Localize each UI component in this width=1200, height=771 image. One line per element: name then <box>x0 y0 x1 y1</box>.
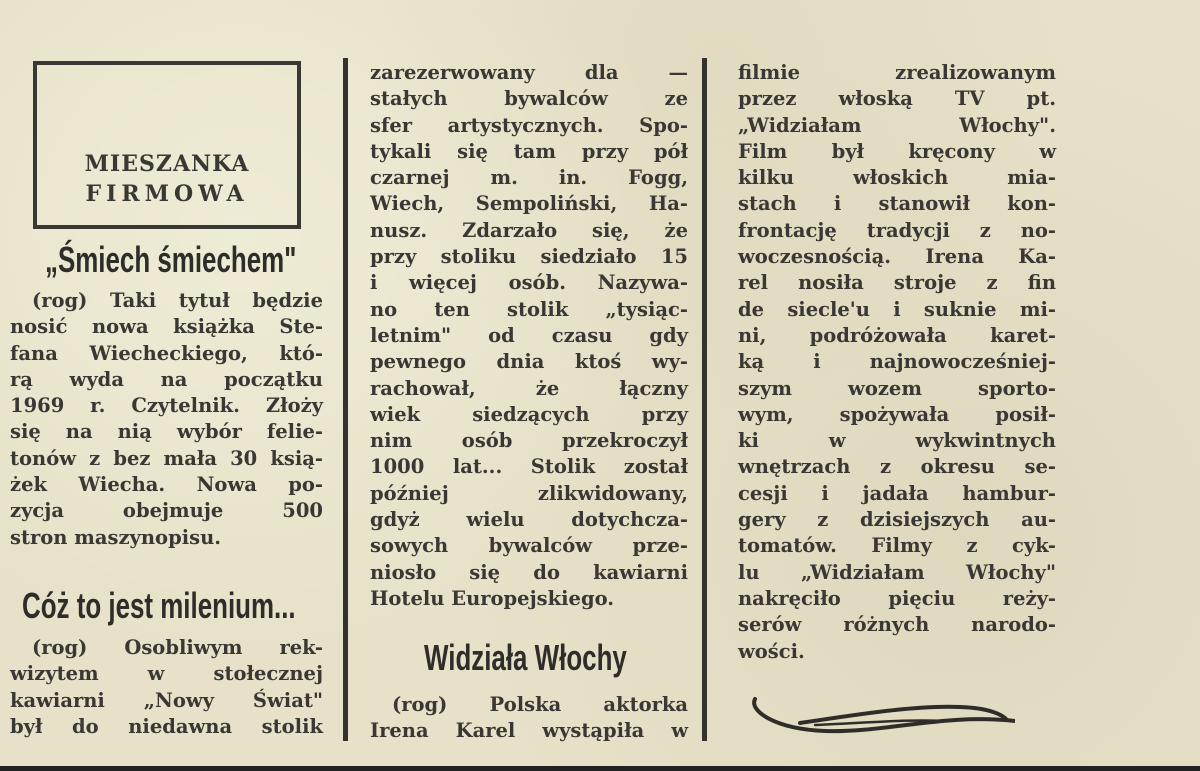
text-line: tomatów. Filmy z cyk- <box>738 534 1056 558</box>
text-line: kilku włoskich mia- <box>738 166 1056 190</box>
text-line: tonów z bez mała 30 ksią- <box>10 446 323 470</box>
headline-smiech-smiechem: „Śmiech śmiechem" <box>45 239 297 280</box>
text-line: rą wyda na początku <box>10 367 323 391</box>
text-line: 1969 r. Czytelnik. Złoży <box>10 394 323 418</box>
text-line: fana Wiechеckiego, któ- <box>10 341 323 365</box>
text-line: letnim" od czasu gdy <box>370 323 688 347</box>
text-line: filmie zrealizowanym <box>738 61 1056 84</box>
text-line: (rog) Taki tytuł będzie <box>32 289 323 312</box>
article-milenium-body-part1 <box>10 635 323 740</box>
column-divider-1 <box>343 58 348 741</box>
headline-milenium: Cóż to jest milenium... <box>22 585 296 626</box>
text-line: stron maszynopisu. <box>10 525 222 549</box>
text-line: kawiarni „Nowy Świat" <box>10 688 323 712</box>
headline-widziala-wlochy: Widziała Włochy <box>424 637 627 678</box>
text-line: no ten stolik „tysiąc- <box>370 297 688 321</box>
text-line: cesji i jadała hambur- <box>738 481 1056 505</box>
text-line: sowych bywalców prze- <box>370 534 688 558</box>
text-line: 1000 lat... Stolik został <box>370 455 688 479</box>
text-line: „Widziałam Włochy". <box>738 113 1056 137</box>
article-milenium-body-part2 <box>370 60 688 612</box>
text-line: gdyż wielu dotychcza- <box>370 508 688 532</box>
article-smiech-body <box>10 288 323 551</box>
text-line: nusz. Zdarzało się, że <box>370 218 688 242</box>
text-line: był do niedawna stolik <box>10 714 323 738</box>
text-line: szym wozem sporto- <box>738 376 1056 400</box>
text-line: nosić nowa książka Ste- <box>10 315 323 339</box>
text-line: rachował, że łączny <box>370 376 688 400</box>
text-line: i więcej osób. Nazywa- <box>370 271 688 295</box>
text-line: pewnego dnia ktoś wy- <box>370 350 688 374</box>
text-line: żek Wiecha. Nowa po- <box>10 473 323 497</box>
text-line: rel nosiła stroje z fin <box>738 271 1056 295</box>
article-wlochy-body-part1 <box>370 692 688 745</box>
text-line: wizytem w stołecznej <box>10 662 323 686</box>
text-line: wości. <box>738 639 805 663</box>
column-title-line2: FIRMOWA <box>85 181 249 207</box>
text-line: de siecle'u i suknie mi- <box>738 297 1056 321</box>
text-line: frontację tradycji z no- <box>738 218 1056 242</box>
text-line: ni, podróżowała karet- <box>738 323 1056 347</box>
text-line: (rog) Osobliwym rek- <box>32 636 323 659</box>
text-line: Film był kręcony w <box>738 139 1056 163</box>
text-line: wiek siedzących przy <box>370 402 688 426</box>
text-line: ki w wykwintnych <box>738 429 1056 453</box>
text-line: Hotelu Europejskiego. <box>370 586 615 610</box>
text-line: ką i najnowocześniej- <box>738 350 1056 374</box>
article-wlochy-body-part2 <box>738 60 1056 665</box>
column-divider-2 <box>702 58 707 741</box>
text-line: czarnej m. in. Fogg, <box>370 166 688 190</box>
text-line: Wiech, Sempoliński, Ha- <box>370 192 688 216</box>
text-line: lu „Widziałam Włochy" <box>738 560 1056 584</box>
text-line: Irena Karel wystąpiła w <box>370 719 688 743</box>
page-bottom-edge <box>0 766 1200 771</box>
text-line: stałych bywalców ze <box>370 87 688 111</box>
end-flourish-icon <box>745 685 1015 745</box>
text-line: serów różnych narodo- <box>738 613 1056 637</box>
text-line: nim osób przekroczył <box>370 429 688 453</box>
column-title-line1: MIESZANKA <box>84 151 250 177</box>
text-line: sfer artystycznych. Spo- <box>370 113 688 137</box>
text-line: (rog) Polska aktorka <box>392 693 688 716</box>
text-line: zycja obejmuje 500 <box>10 499 323 523</box>
text-line: nakręciło pięciu reży- <box>738 586 1056 610</box>
text-line: gery z dzisiejszych au- <box>738 508 1056 532</box>
text-line: tykali się tam przy pół <box>370 139 688 163</box>
text-line: woczesnością. Irena Ka- <box>738 245 1056 269</box>
text-line: niosło się do kawiarni <box>370 560 688 584</box>
text-line: stach i stanowił kon- <box>738 192 1056 216</box>
text-line: się na nią wybór felie- <box>10 420 323 444</box>
text-line: wym, spożywała posił- <box>738 402 1056 426</box>
text-line: zarezerwowany dla — <box>370 61 688 84</box>
text-line: później zlikwidowany, <box>370 481 688 505</box>
text-line: wnętrzach z okresu se- <box>738 455 1056 479</box>
text-line: przy stoliku siedziało 15 <box>370 245 688 269</box>
text-line: przez włoską TV pt. <box>738 87 1056 111</box>
